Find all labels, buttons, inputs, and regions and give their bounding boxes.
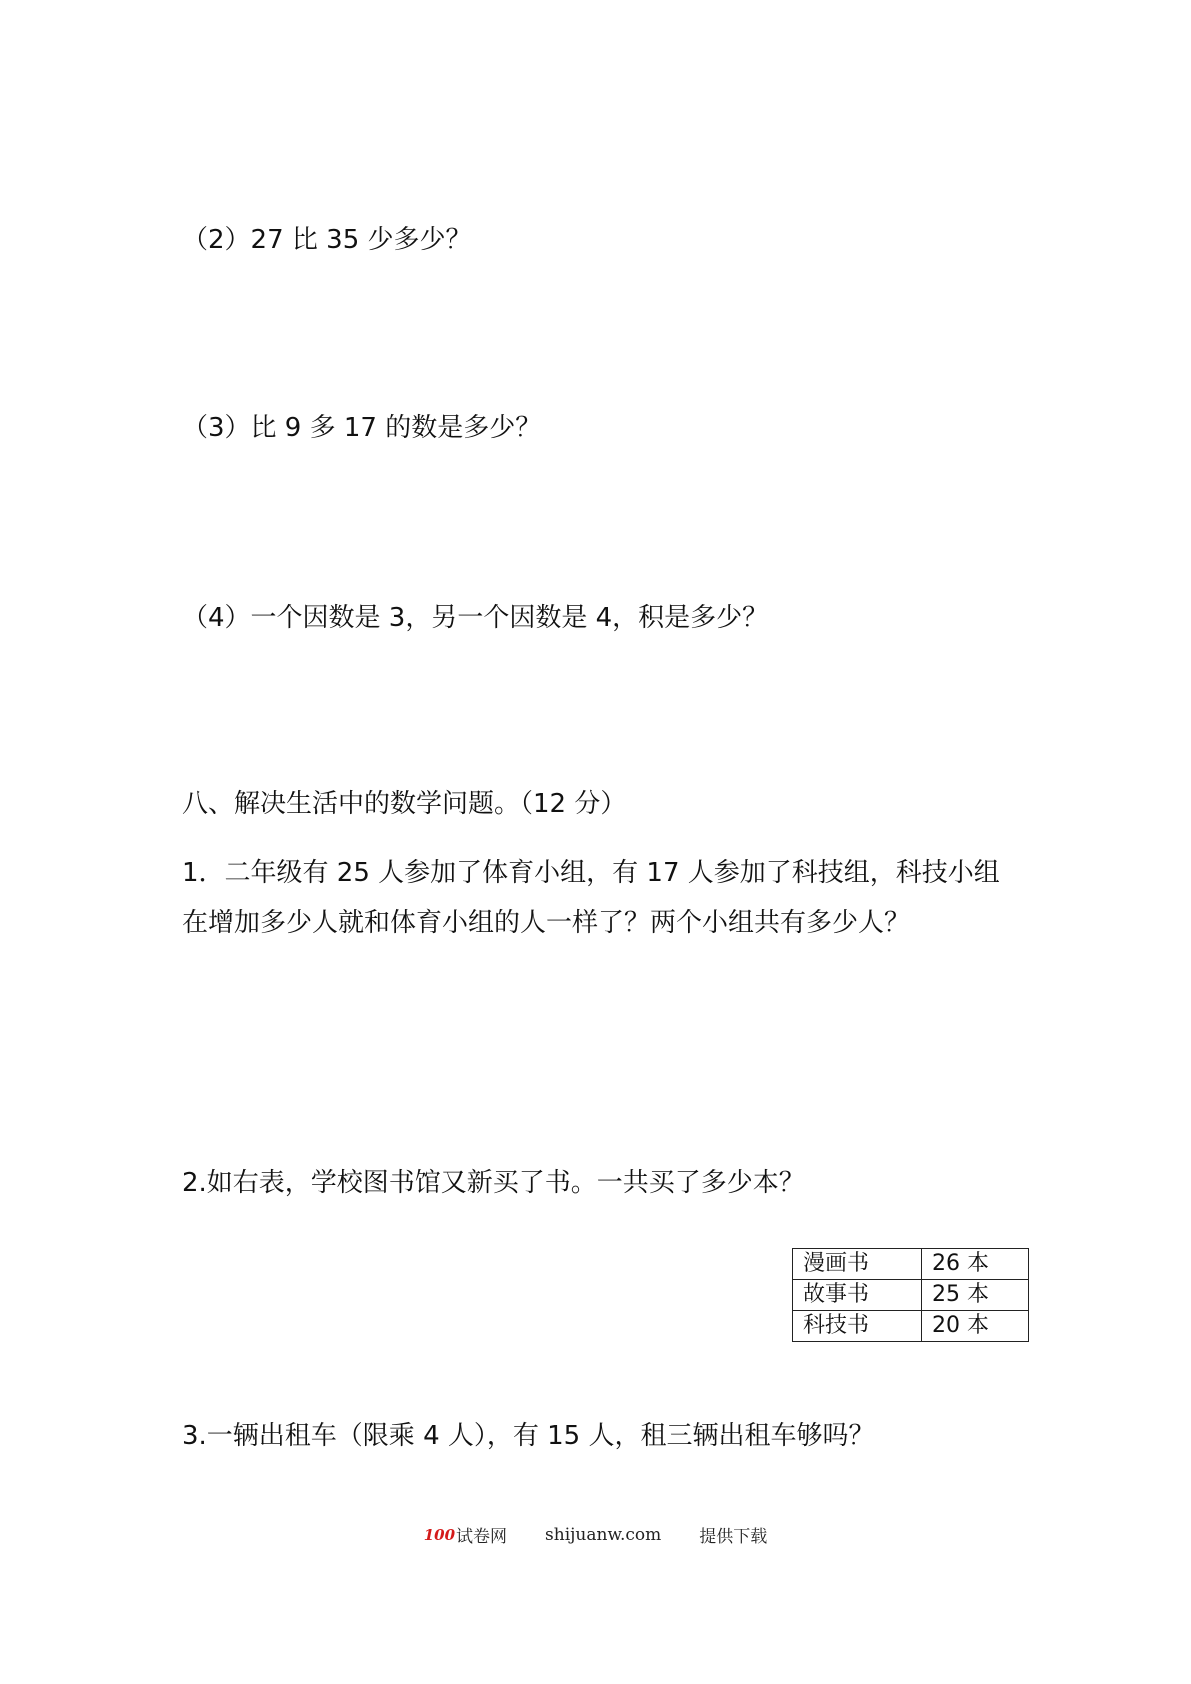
site-logo-text: 试卷网 — [456, 1527, 508, 1547]
question-2: （2）27 比 35 少多少？ — [182, 225, 472, 255]
book-name: 漫画书 — [793, 1249, 922, 1280]
book-quantity: 26 本 — [922, 1249, 1029, 1280]
question-4: （4）一个因数是 3，另一个因数是 4，积是多少？ — [182, 603, 769, 633]
problem-1: 1．二年级有 25 人参加了体育小组，有 17 人参加了科技组，科技小组在增加多少人就和体育小组的人一样了？两个小组共有多少人？ — [182, 858, 1000, 938]
question-3: （3）比 9 多 17 的数是多少？ — [182, 413, 542, 443]
table-row — [793, 1311, 1029, 1342]
problem-2: 2.如右表，学校图书馆又新买了书。一共买了多少本？ — [182, 1168, 805, 1198]
site-url: shijuanw.com — [545, 1524, 662, 1545]
book-quantity: 25 本 — [922, 1280, 1029, 1311]
table-row — [793, 1249, 1029, 1280]
section-title: 八、解决生活中的数学问题。（12 分） — [182, 789, 627, 819]
book-name: 故事书 — [793, 1280, 922, 1311]
download-note: 提供下载 — [699, 1527, 768, 1547]
book-table — [792, 1248, 1029, 1342]
book-quantity: 20 本 — [922, 1311, 1029, 1342]
problem-3: 3.一辆出租车（限乘 4 人），有 15 人，租三辆出租车够吗？ — [182, 1421, 875, 1451]
book-name: 科技书 — [793, 1311, 922, 1342]
table-row — [793, 1280, 1029, 1311]
site-logo: 100 — [423, 1525, 456, 1544]
page-footer — [0, 1522, 1191, 1547]
